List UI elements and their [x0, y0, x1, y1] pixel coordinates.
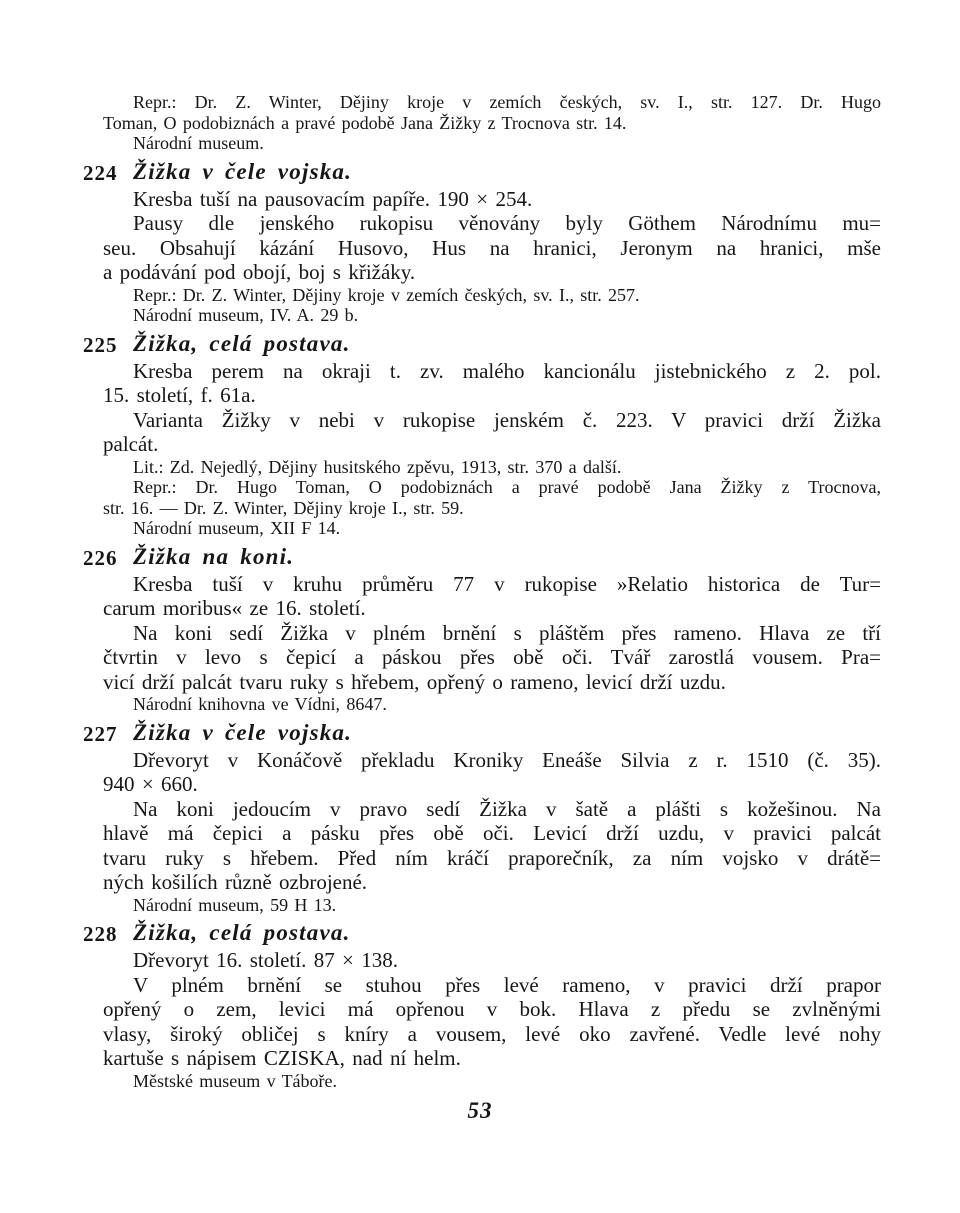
- text-line: Na koni jedoucím v pravo sedí Žižka v šatě a plášti s kožešinou. Na: [133, 796, 881, 821]
- entry-description: [103, 797, 881, 895]
- text-line: hlavě má čepici a pásku přes obě oči. Levicí drží uzdu, v pravici palcát: [103, 821, 881, 845]
- text-line: Národní museum, XII F 14.: [133, 518, 341, 538]
- text-line: Kresba perem na okraji t. zv. malého kancionálu jistebnického z 2. pol.: [133, 358, 881, 383]
- text-line: opřený o zem, levici má opřenou v bok. Hlava z předu se zvlněnými: [103, 997, 881, 1021]
- entry-description: [103, 748, 881, 797]
- text-line: Repr.: Dr. Z. Winter, Dějiny kroje v zemích českých, sv. I., str. 127. Dr. Hugo: [133, 92, 881, 112]
- entry-citation: [103, 457, 881, 539]
- entry-description: [103, 973, 881, 1071]
- entry-title: Žižka v čele vojska.: [133, 158, 353, 184]
- entry-description: [103, 621, 881, 695]
- entry-heading: [83, 920, 881, 946]
- entry-citation: [103, 1071, 881, 1092]
- entry-number: 226: [83, 545, 118, 570]
- entry-heading: [83, 543, 881, 570]
- text-line: Kresba tuší na pausovacím papíře. 190 × 254.: [133, 186, 533, 211]
- text-column: [83, 92, 881, 1091]
- entry-title: Žižka, celá postava.: [133, 920, 351, 945]
- entry-citation: [103, 694, 881, 715]
- text-line: kartuše s nápisem CZISKA, nad ní helm.: [103, 1046, 461, 1070]
- text-line: Národní museum.: [133, 133, 264, 153]
- entry-citation: [103, 285, 881, 326]
- text-line: Kresba tuší v kruhu průměru 77 v rukopise »Relatio historica de Tur=: [133, 571, 881, 596]
- text-line: seu. Obsahují kázání Husovo, Hus na hranici, Jeronym na hranici, mše: [103, 235, 881, 260]
- text-line: Národní museum, 59 H 13.: [133, 894, 337, 915]
- entry-title: Žižka, celá postava.: [133, 330, 351, 356]
- entry-description: [103, 359, 881, 408]
- entry-description: [103, 948, 881, 973]
- text-line: vlasy, široký obličej s kníry a vousem, levé oko zavřené. Vedle levé nohy: [103, 1021, 881, 1046]
- entry-description: [103, 187, 881, 212]
- text-line: tvaru ruky s hřebem. Před ním kráčí praporečník, za ním vojsko v drátě=: [103, 845, 881, 870]
- text-line: Národní museum, IV. A. 29 b.: [133, 305, 359, 325]
- entry-number: 225: [83, 332, 118, 357]
- text-line: Národní knihovna ve Vídni, 8647.: [133, 694, 387, 714]
- text-line: Na koni sedí Žižka v plném brnění s pláštěm přes rameno. Hlava ze tří: [133, 620, 881, 645]
- text-line: čtvrtin v levo s čepicí a páskou přes obě oči. Tvář zarostlá vousem. Pra=: [103, 645, 881, 669]
- entry-description: [103, 211, 881, 285]
- entry-heading: [83, 719, 881, 746]
- text-line: Toman, O podobiznách a pravé podobě Jana Žižky z Trocnova str. 14.: [103, 112, 627, 133]
- text-line: 15. století, f. 61a.: [103, 383, 256, 407]
- text-line: vicí drží palcát tvaru ruky s hřebem, opřený o rameno, levicí drží uzdu.: [103, 669, 726, 694]
- carryover-citation: [103, 92, 881, 154]
- entry-title: Žižka v čele vojska.: [133, 719, 353, 745]
- entry-number: 228: [83, 922, 118, 946]
- text-line: Městské museum v Táboře.: [133, 1070, 338, 1091]
- entry-title: Žižka na koni.: [133, 543, 295, 569]
- text-line: V plném brnění se stuhou přes levé rameno, v pravici drží prapor: [133, 972, 881, 997]
- text-line: Varianta Žižky v nebi v rukopise jenském č. 223. V pravici drží Žižka: [133, 407, 881, 432]
- text-line: str. 16. — Dr. Z. Winter, Dějiny kroje I., str. 59.: [103, 497, 464, 518]
- text-line: 940 × 660.: [103, 772, 198, 796]
- text-line: Lit.: Zd. Nejedlý, Dějiny husitského zpěvu, 1913, str. 370 a další.: [133, 456, 622, 477]
- entry-description: [103, 572, 881, 621]
- text-line: Dřevoryt v Konáčově překladu Kroniky Eneáše Silvia z r. 1510 (č. 35).: [133, 747, 881, 772]
- text-line: Pausy dle jenského rukopisu věnovány byly Göthem Národnímu mu=: [133, 211, 881, 235]
- entry-heading: [83, 330, 881, 357]
- entry-number: 224: [83, 160, 118, 185]
- entry-citation: [103, 895, 881, 916]
- entry-heading: [83, 158, 881, 185]
- entry-number: 227: [83, 721, 118, 746]
- text-line: a podávání pod obojí, boj s křižáky.: [103, 260, 416, 284]
- entry-description: [103, 408, 881, 457]
- text-line: carum moribus« ze 16. století.: [103, 596, 366, 620]
- text-line: palcát.: [103, 432, 159, 456]
- text-line: ných košilích různě ozbrojené.: [103, 870, 368, 894]
- text-line: Dřevoryt 16. století. 87 × 138.: [133, 948, 398, 972]
- text-line: Repr.: Dr. Hugo Toman, O podobiznách a pravé podobě Jana Žižky z Trocnova,: [133, 477, 881, 497]
- page-number: 53: [467, 1098, 493, 1123]
- text-line: Repr.: Dr. Z. Winter, Dějiny kroje v zemích českých, sv. I., str. 257.: [133, 284, 640, 305]
